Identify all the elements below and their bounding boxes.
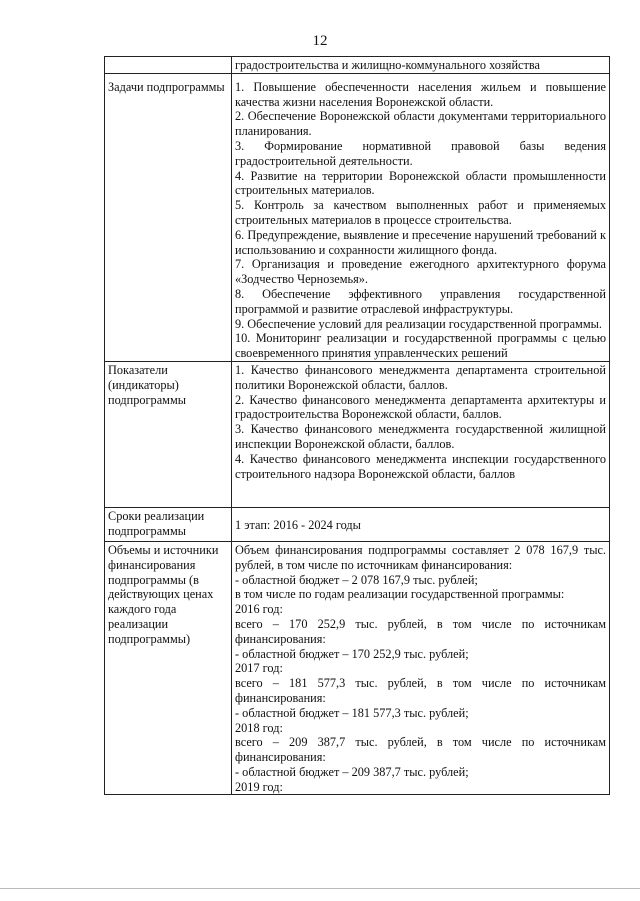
task-item: 7. Организация и проведение ежегодного архитектурного форума «Зодчество Черноземья». [235,257,606,287]
financing-line: в том числе по годам реализации государственной программы: [235,587,565,602]
financing-line: всего – 181 577,3 тыс. рублей, в том числе по источникам финансирования: [235,676,606,705]
table-row [105,541,610,795]
indicator-item: 2. Качество финансового менеджмента департамента архитектуры и градостроительства Воронежской области, баллов. [235,392,606,422]
task-item: 2. Обеспечение Воронежской области документами территориального планирования. [235,109,606,139]
task-item: 6. Предупреждение, выявление и пресечение нарушений требований к использованию и сохранности жилищного фонда. [235,227,606,257]
task-item: 5. Контроль за качеством выполненных работ и применяемых строительных материалов в процессе строительства. [235,198,606,227]
table-row [105,507,610,541]
financing-line: Объем финансирования подпрограммы составляет 2 078 167,9 тыс. рублей, в том числе по источникам финансирования: [235,542,606,572]
indicator-item: 3. Качество финансового менеджмента государственной жилищной инспекции Воронежской области, баллов. [235,422,606,451]
content-line: градостроительства и жилищно-коммунального хозяйства [235,58,540,72]
financing-line: - областной бюджет – 181 577,3 тыс. рублей; [235,705,469,720]
financing-line: 2017 год: [235,661,283,676]
row-label-financing: Объемы и источники финансирования подпрограммы (в действующих ценах каждого года реализации подпрограммы) [105,541,232,795]
financing-line: - областной бюджет – 2 078 167,9 тыс. рублей; [235,572,478,587]
task-item: 8. Обеспечение эффективного управления государственной программой и развитие отраслевой инфраструктуры. [235,286,606,316]
period-value: 1 этап: 2016 - 2024 годы [235,517,361,532]
task-item: 3. Формирование нормативной правовой базы ведения градостроительной деятельности. [235,138,606,168]
subprogram-passport-table [104,56,610,795]
table-row [105,73,610,361]
financing-line: 2016 год: [235,602,283,617]
financing-line: 2019 год: [235,779,283,794]
indicator-item: 4. Качество финансового менеджмента инспекции государственного строительного надзора Воронежской области, баллов [235,451,606,481]
financing-line: - областной бюджет – 170 252,9 тыс. рублей; [235,646,469,661]
row-label [105,57,232,74]
row-content [232,57,610,74]
table-row [105,57,610,74]
page-bottom-rule [0,888,640,889]
financing-line: - областной бюджет – 209 387,7 тыс. рублей; [235,764,469,779]
row-content-tasks [232,73,610,361]
row-label-indicators: Показатели (индикаторы) подпрограммы [105,361,232,507]
task-item: 4. Развитие на территории Воронежской области промышленности строительных материалов. [235,168,606,198]
task-item: 9. Обеспечение условий для реализации государственной программы. [235,316,602,331]
row-label-period: Сроки реализации подпрограммы [105,507,232,541]
financing-line: всего – 170 252,9 тыс. рублей, в том числе по источникам финансирования: [235,616,606,646]
row-content-indicators [232,361,610,507]
table-row [105,361,610,507]
row-content-period [232,507,610,541]
task-item: 10. Мониторинг реализации и государственной программы с целью своевременного принятия управленческих решений [235,331,606,361]
row-content-financing [232,541,610,795]
indicator-item: 1. Качество финансового менеджмента департамента строительной политики Воронежской области, баллов. [235,362,606,392]
financing-line: 2018 год: [235,720,283,735]
financing-line: всего – 209 387,7 тыс. рублей, в том числе по источникам финансирования: [235,735,606,765]
row-label-tasks: Задачи подпрограммы [105,73,232,361]
page-number: 12 [312,33,328,49]
task-item: 1. Повышение обеспеченности населения жильем и повышение качества жизни населения Воронежской области. [235,79,606,109]
